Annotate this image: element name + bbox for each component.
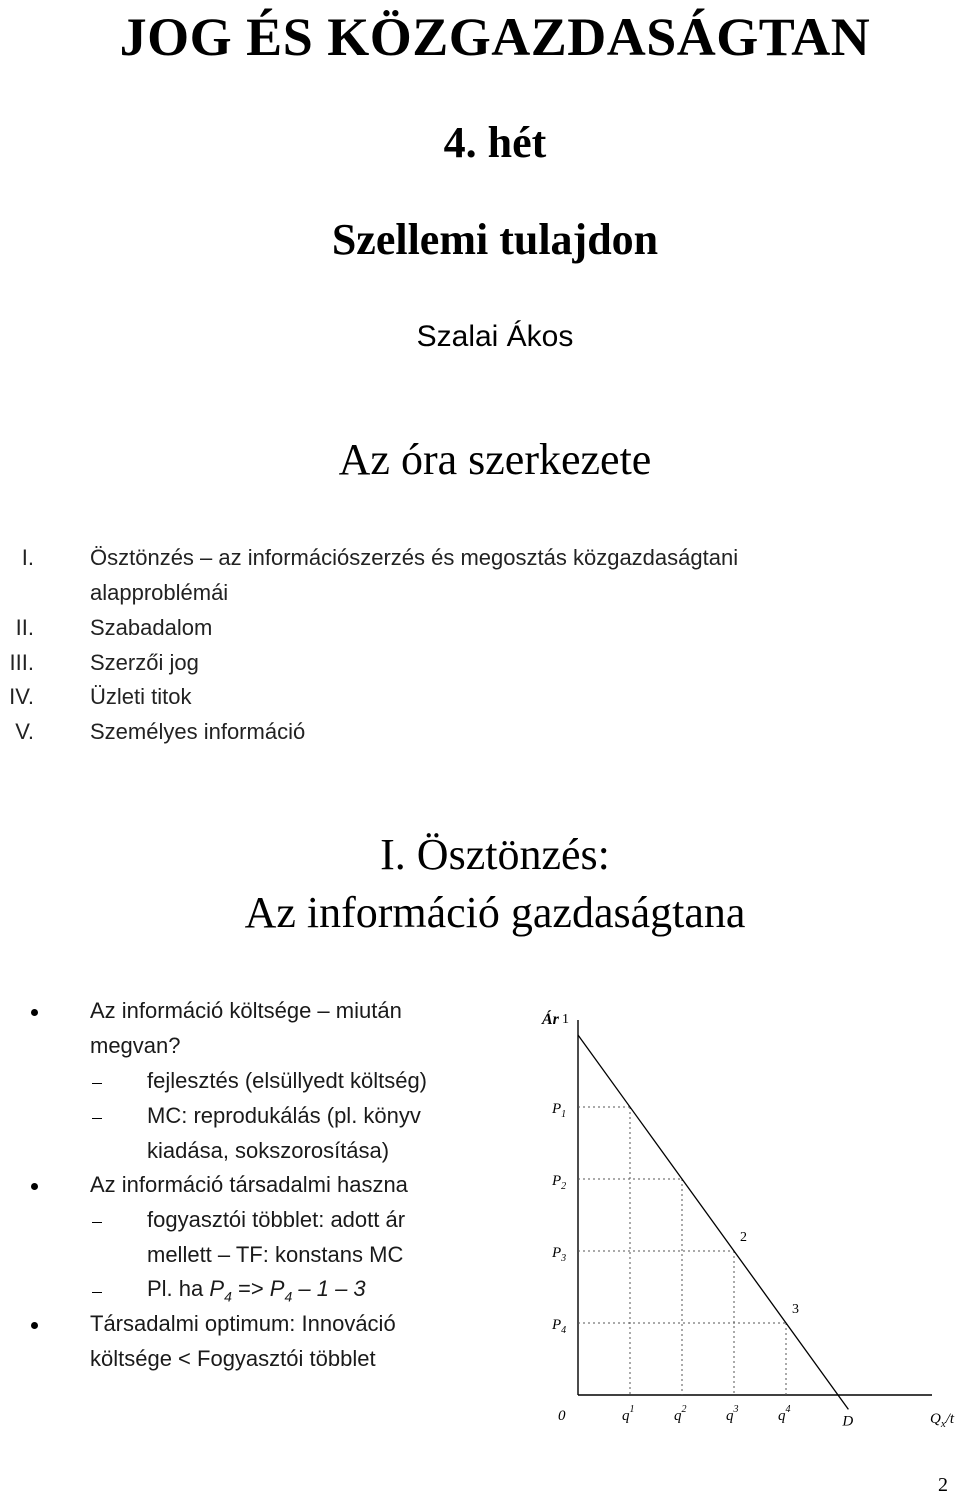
bullet-dot [31,1322,38,1329]
example-prefix: Pl. ha [147,1276,210,1301]
price-symbol: P [269,1276,285,1301]
outline-item-1-cont [0,580,960,610]
price-subscript: 4 [224,1288,232,1305]
example-suffix: – 1 – 3 [292,1276,366,1301]
outline-item-3 [0,650,960,680]
outline-text: Személyes információ [90,719,306,744]
y-axis-label: Ár [542,1011,559,1028]
bullet-1-line1: Az információ költsége – miután [90,998,402,1023]
price-tick-label: $P_2$ [552,1173,567,1192]
bullet-3-line2: költsége < Fogyasztói többlet [90,1346,376,1371]
outline-text: Ösztönzés – az információszerzés és megosztás közgazdaságtani [90,545,739,570]
demand-label: D [842,1413,854,1430]
quantity-tick-label: $q^1$ [622,1404,635,1424]
point-label: 1 [562,1012,569,1027]
subbullet-1-1: fejlesztés (elsüllyedt költség) [147,1068,428,1093]
bullet-3-line1: Társadalmi optimum: Innováció [90,1311,396,1336]
quantity-tick-label: $q^3$ [726,1404,739,1424]
quantity-tick-label: $q^4$ [778,1404,791,1424]
subbullet-2-2 [147,1276,366,1304]
document-title: JOG ÉS KÖZGAZDASÁGTAN [119,7,871,67]
section-heading-line1: I. Ösztönzés: [380,830,610,879]
outline-item-5 [0,719,960,749]
page-number: 2 [938,1474,948,1496]
outline-item-2 [0,615,960,645]
origin-label: 0 [558,1408,566,1424]
example-arrow: => [231,1276,270,1301]
outline-number: V. [15,719,34,744]
demand-chart [540,995,960,1445]
price-tick-label: $P_4$ [552,1317,567,1336]
price-tick-label: $P_3$ [552,1245,567,1264]
bullet-dot [31,1183,38,1190]
x-axis-label: $Q_x/t$ [930,1411,955,1430]
point-label: 2 [740,1230,747,1245]
price-symbol: P [209,1276,225,1301]
week-label: 4. hét [443,118,547,167]
dash-marker [92,1292,102,1293]
subbullet-1-2-line1: MC: reprodukálás (pl. könyv [147,1103,421,1128]
lecture-subtitle: Szellemi tulajdon [331,215,659,264]
bullet-2-line1: Az információ társadalmi haszna [90,1172,408,1197]
bullet-dot [31,1009,38,1016]
dash-marker [92,1083,102,1084]
section-heading [0,826,960,942]
outline-number: I. [21,545,34,570]
outline-text: Üzleti titok [90,684,192,709]
bullet-1-line2: megvan? [90,1033,181,1058]
outline-heading: Az óra szerkezete [338,435,652,484]
outline-item-1 [0,545,960,575]
quantity-tick-label: $q^2$ [674,1404,687,1424]
outline-text: alapproblémái [90,580,229,605]
outline-number: IV. [9,684,34,709]
dash-marker [92,1118,102,1119]
chart-background [540,995,960,1445]
subbullet-1-2-line2: kiadása, sokszorosítása) [147,1138,390,1163]
section-heading-line2: Az információ gazdaságtana [244,888,746,937]
subbullet-2-1-line1: fogyasztói többlet: adott ár [147,1207,406,1232]
outline-number: III. [9,650,34,675]
price-subscript: 4 [284,1288,293,1305]
dash-marker [92,1222,102,1223]
outline-item-4 [0,684,960,714]
outline-text: Szabadalom [90,615,213,640]
price-tick-label: $P_1$ [552,1101,567,1120]
subbullet-2-1-line2: mellett – TF: konstans MC [147,1242,404,1267]
author-name: Szalai Ákos [416,320,574,353]
point-label: 3 [792,1302,799,1317]
outline-text: Szerzői jog [90,650,199,675]
outline-number: II. [15,615,34,640]
